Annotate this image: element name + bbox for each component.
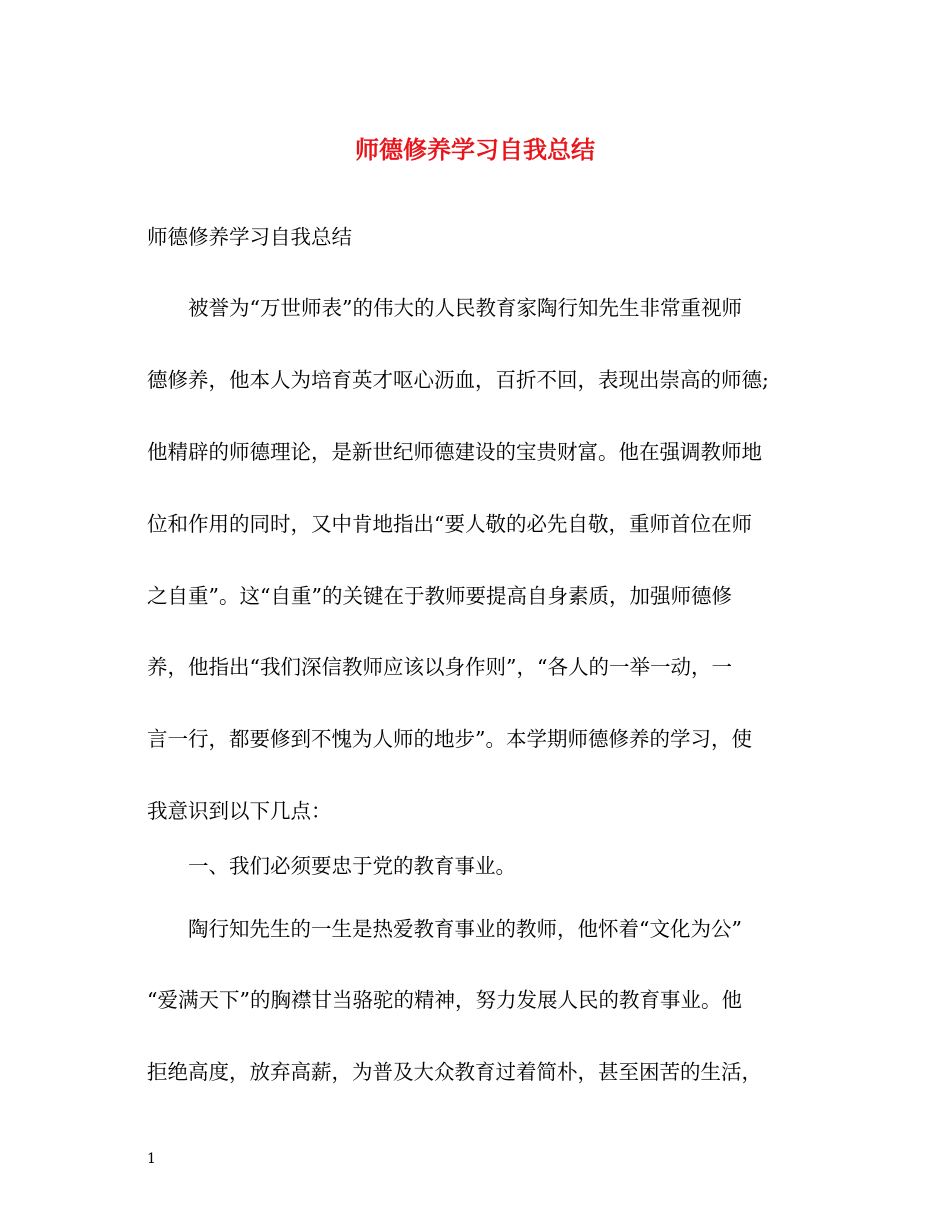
paragraph-line: 养，他指出“我们深信教师应该以身作则”，“各人的一举一动，一	[147, 655, 732, 679]
paragraph-line: 之自重”。这“自重”的关键在于教师要提高自身素质，加强师德修	[147, 584, 732, 608]
paragraph-line: 言一行，都要修到不愧为人师的地步”。本学期师德修养的学习，使	[147, 727, 752, 751]
page-number: 1	[147, 1151, 156, 1167]
paragraph-line: 位和作用的同时，又中肯地指出“要人敬的必先自敬，重师首位在师	[147, 512, 752, 536]
document-subtitle: 师德修养学习自我总结	[147, 225, 352, 249]
paragraph-line: 拒绝高度，放弃高薪，为普及大众教育过着简朴，甚至困苦的生活，	[147, 1060, 762, 1084]
document-title: 师德修养学习自我总结	[355, 135, 595, 164]
paragraph-line: 他精辟的师德理论，是新世纪师德建设的宝贵财富。他在强调教师地	[147, 440, 762, 464]
paragraph-line: 被誉为“万世师表”的伟大的人民教育家陶行知先生非常重视师	[188, 296, 742, 320]
paragraph-line: “爱满天下”的胸襟甘当骆驼的精神，努力发展人民的教育事业。他	[147, 988, 742, 1012]
paragraph-line: 我意识到以下几点：	[147, 799, 332, 823]
paragraph-line: 陶行知先生的一生是热爱教育事业的教师，他怀着“文化为公”	[188, 917, 742, 941]
section-heading: 一、我们必须要忠于党的教育事业。	[188, 854, 516, 878]
paragraph-line: 德修养，他本人为培育英才呕心沥血，百折不回，表现出崇高的师德;	[147, 368, 769, 392]
